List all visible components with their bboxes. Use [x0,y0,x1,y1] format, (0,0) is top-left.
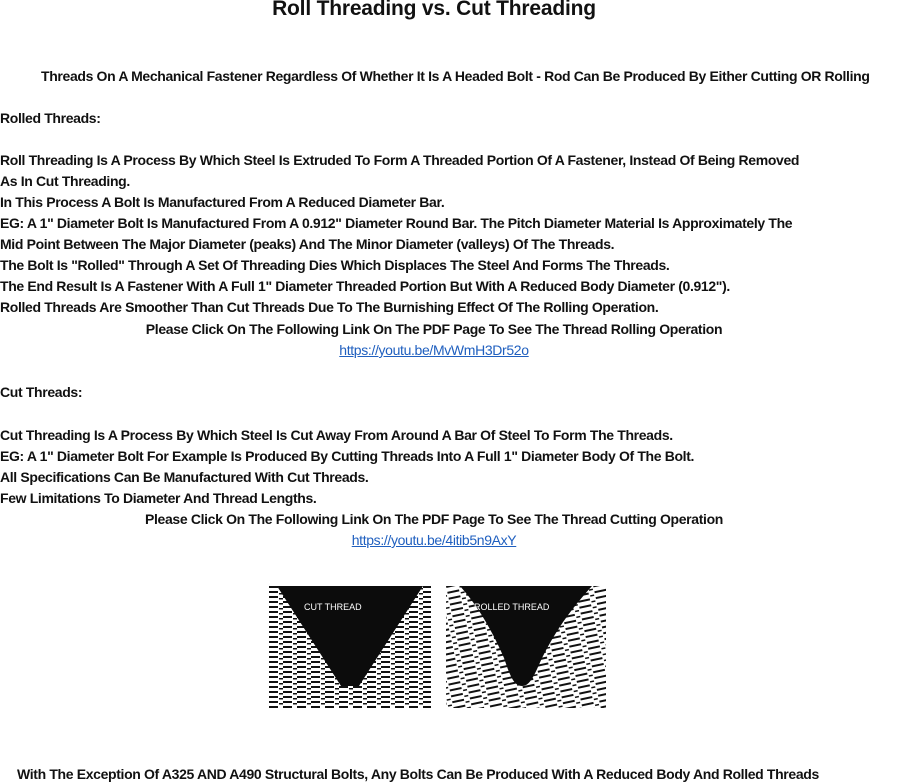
rolled-video-link[interactable]: https://youtu.be/MvWmH3Dr52o [339,342,529,358]
rolled-thread-label: ROLLED THREAD [474,602,550,612]
footer-note: With The Exception Of A325 AND A490 Structural Bolts, Any Bolts Can Be Produced With A Reduced Body And Rolled Threads [17,766,819,782]
rolled-line-1: Roll Threading Is A Process By Which Steel Is Extruded To Form A Threaded Portion Of A Fastener, Instead Of Being Removed [0,152,800,168]
intro-text: Threads On A Mechanical Fastener Regardless Of Whether It Is A Headed Bolt - Rod Can Be Produced By Either Cutting OR Rolling [41,68,870,84]
cut-heading: Cut Threads: [0,384,83,400]
rolled-line-8: Rolled Threads Are Smoother Than Cut Threads Due To The Burnishing Effect Of The Rolling Operation. [0,299,659,315]
cut-thread-figure [269,586,431,708]
rolled-line-5: Mid Point Between The Major Diameter (peaks) And The Minor Diameter (valleys) Of The Threads. [0,236,615,252]
rolled-link-row [0,341,868,359]
cut-link-row [0,531,868,549]
rolled-link-prompt: Please Click On The Following Link On The PDF Page To See The Thread Rolling Operation [145,321,723,337]
rolled-line-7: The End Result Is A Fastener With A Full 1" Diameter Threaded Portion But With A Reduced Body Diameter (0.912"). [0,278,730,294]
cut-video-link[interactable]: https://youtu.be/4itib5n9AxY [351,532,517,548]
page-title: Roll Threading vs. Cut Threading [272,0,596,20]
rolled-thread-figure [446,586,606,708]
rolled-line-3: In This Process A Bolt Is Manufactured From A Reduced Diameter Bar. [0,194,445,210]
rolled-line-4: EG: A 1" Diameter Bolt Is Manufactured From A 0.912" Diameter Round Bar. The Pitch Diameter Material Is Approximately The [0,215,793,231]
rolled-line-6: The Bolt Is "Rolled" Through A Set Of Threading Dies Which Displaces The Steel And Forms The Threads. [0,257,670,273]
cut-line-4: Few Limitations To Diameter And Thread Lengths. [0,490,317,506]
cut-thread-label: CUT THREAD [304,602,362,612]
rolled-line-2: As In Cut Threading. [0,173,130,189]
rolled-heading: Rolled Threads: [0,110,101,126]
cut-line-3: All Specifications Can Be Manufactured With Cut Threads. [0,469,369,485]
cut-link-prompt: Please Click On The Following Link On The PDF Page To See The Thread Cutting Operation [145,511,723,527]
cut-line-2: EG: A 1" Diameter Bolt For Example Is Produced By Cutting Threads Into A Full 1" Diameter Body Of The Bolt. [0,448,695,464]
cut-line-1: Cut Threading Is A Process By Which Steel Is Cut Away From Around A Bar Of Steel To Form The Threads. [0,427,673,443]
